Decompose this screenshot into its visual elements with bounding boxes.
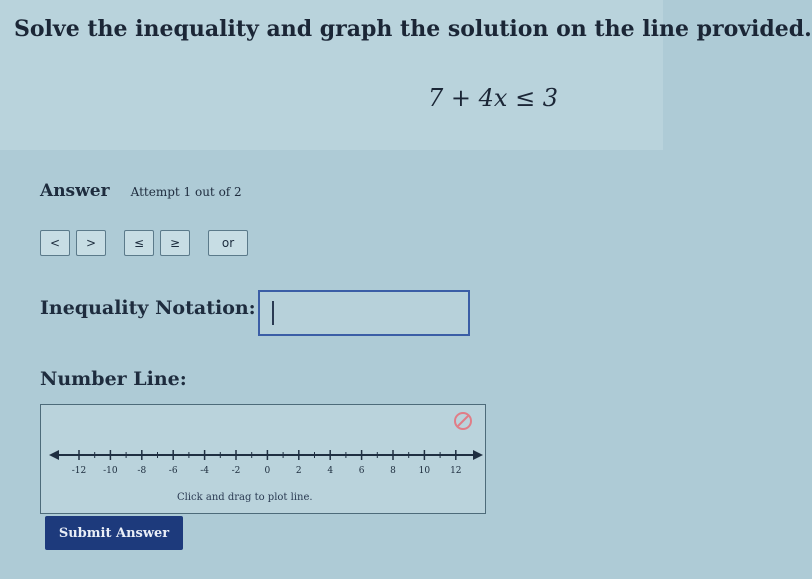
text-caret [272, 301, 274, 325]
inequality-notation-label: Inequality Notation: [40, 297, 256, 319]
answer-header [40, 181, 242, 201]
right-arrow-icon [473, 450, 483, 460]
left-arrow-icon [49, 450, 59, 460]
tick-label: -6 [168, 466, 178, 476]
question-title: Solve the inequality and graph the solution on the line provided. [14, 16, 812, 42]
attempt-counter: Attempt 1 out of 2 [130, 185, 242, 199]
tick-label: 2 [295, 466, 302, 476]
tick-label: -4 [200, 466, 209, 476]
tick-label: 4 [327, 466, 334, 476]
symbol-toolbar [40, 230, 248, 256]
tick-label: -8 [137, 466, 147, 476]
tick-label: 0 [264, 466, 271, 476]
tick-label: 6 [358, 466, 365, 476]
less-or-equal-button[interactable]: ≤ [124, 230, 154, 256]
greater-than-button[interactable]: > [76, 230, 106, 256]
number-line-axis [49, 450, 483, 460]
inequality-equation: 7 + 4x ≤ 3 [428, 84, 559, 112]
number-line-canvas[interactable] [41, 405, 487, 515]
less-than-button[interactable]: < [40, 230, 70, 256]
answer-label: Answer [40, 181, 110, 201]
number-line-ticks [72, 450, 462, 476]
or-button[interactable]: or [208, 230, 248, 256]
tick-label: -10 [103, 466, 118, 476]
greater-or-equal-button[interactable]: ≥ [160, 230, 190, 256]
tick-label: 10 [418, 466, 431, 476]
tick-label: -12 [71, 466, 87, 476]
number-line-graph[interactable] [40, 404, 486, 514]
number-line-label: Number Line: [40, 368, 187, 390]
inequality-notation-input[interactable] [258, 290, 470, 336]
number-line-hint: Click and drag to plot line. [177, 492, 313, 503]
tick-label: -2 [231, 466, 241, 476]
tick-label: 8 [390, 466, 396, 476]
submit-answer-button[interactable]: Submit Answer [45, 516, 183, 550]
tick-label: 12 [450, 466, 462, 476]
clear-icon[interactable] [455, 413, 471, 429]
